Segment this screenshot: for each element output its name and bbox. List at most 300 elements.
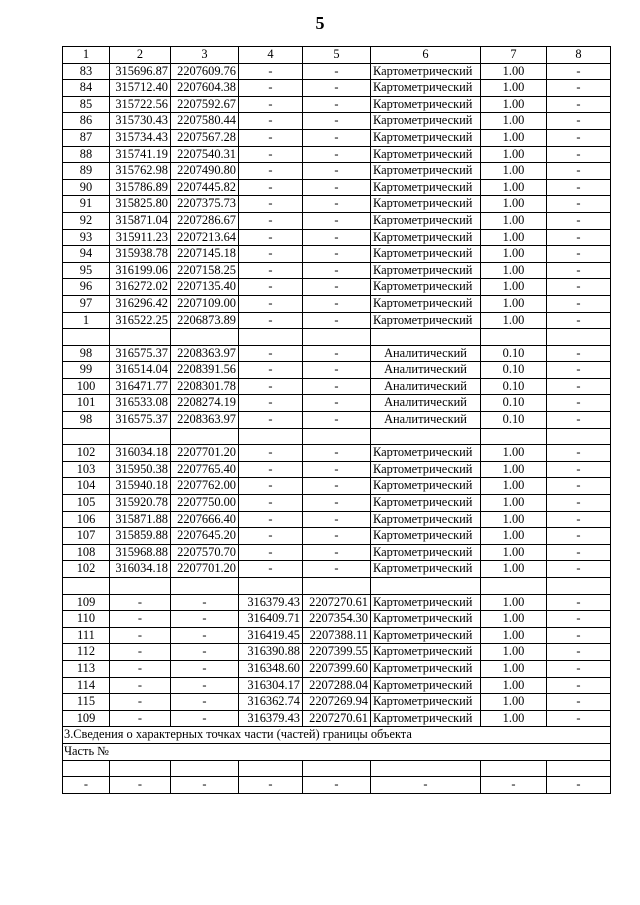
cell-accuracy: 1.00 [481, 594, 547, 611]
table-row [63, 63, 611, 80]
table-row [63, 378, 611, 395]
cell-x-coord-old: 316296.42 [110, 295, 171, 312]
cell-y-coord-new: 2207354.30 [303, 611, 371, 628]
cell-x-coord-old: 316575.37 [110, 412, 171, 429]
cell-point-number: 112 [63, 644, 110, 661]
cell-accuracy: 0.10 [481, 345, 547, 362]
cell-point-number: 114 [63, 677, 110, 694]
cell-empty [547, 428, 611, 445]
cell-x-coord-new: 316362.74 [239, 694, 303, 711]
cell-point-number: 108 [63, 544, 110, 561]
table-row [63, 146, 611, 163]
cell-y-coord-new: 2207269.94 [303, 694, 371, 711]
cell-y-coord-new: - [303, 395, 371, 412]
cell-note: - [547, 96, 611, 113]
cell-empty [303, 329, 371, 346]
cell-y-coord-old: 2207286.67 [171, 212, 239, 229]
cell-point-number: 90 [63, 179, 110, 196]
cell-x-coord-new: - [239, 528, 303, 545]
cell-point-number: 98 [63, 412, 110, 429]
cell-note: - [547, 544, 611, 561]
cell-accuracy: 1.00 [481, 461, 547, 478]
cell-method: 6 [371, 47, 481, 64]
cell-note: - [547, 113, 611, 130]
cell-x-coord-old: 315938.78 [110, 246, 171, 263]
cell-note: - [547, 627, 611, 644]
cell-x-coord-new: - [239, 163, 303, 180]
cell-note: - [547, 461, 611, 478]
table-row [63, 229, 611, 246]
cell-note: - [547, 528, 611, 545]
cell-y-coord-old: - [171, 694, 239, 711]
cell-x-coord-old: - [110, 594, 171, 611]
cell-point-number: 85 [63, 96, 110, 113]
cell-accuracy: 1.00 [481, 495, 547, 512]
cell-x-coord-old: - [110, 611, 171, 628]
table-row [63, 163, 611, 180]
cell-x-coord-new: - [239, 544, 303, 561]
cell-method: Картометрический [371, 478, 481, 495]
cell-method: Картометрический [371, 113, 481, 130]
table-row [63, 544, 611, 561]
cell-note: - [547, 80, 611, 97]
cell-note: - [547, 660, 611, 677]
cell-point-number: 102 [63, 561, 110, 578]
cell-y-coord-new: 2207399.60 [303, 660, 371, 677]
cell-note: - [547, 694, 611, 711]
cell-point-number: 97 [63, 295, 110, 312]
cell-y-coord-new: - [303, 179, 371, 196]
cell-empty [63, 428, 110, 445]
cell-note: - [547, 611, 611, 628]
cell-y-coord-new: - [303, 113, 371, 130]
cell-x-coord-new: - [239, 511, 303, 528]
cell-method: Картометрический [371, 694, 481, 711]
cell-x-coord-old: - [110, 777, 171, 794]
cell-x-coord-new: - [239, 212, 303, 229]
table-row [63, 80, 611, 97]
cell-x-coord-new: - [239, 495, 303, 512]
cell-accuracy: 1.00 [481, 528, 547, 545]
cell-y-coord-new: - [303, 378, 371, 395]
table-row [63, 478, 611, 495]
cell-y-coord-new: - [303, 777, 371, 794]
cell-y-coord-new: - [303, 163, 371, 180]
spacer-row [63, 329, 611, 346]
cell-y-coord-new: - [303, 246, 371, 263]
table-row [63, 96, 611, 113]
cell-y-coord-old: 2208363.97 [171, 412, 239, 429]
cell-x-coord-old: 316514.04 [110, 362, 171, 379]
cell-x-coord-new: - [239, 478, 303, 495]
table-row [63, 511, 611, 528]
cell-y-coord-new: - [303, 212, 371, 229]
cell-x-coord-new: - [239, 295, 303, 312]
page-number: 5 [315, 13, 325, 33]
cell-y-coord-old: - [171, 611, 239, 628]
cell-y-coord-new: - [303, 544, 371, 561]
cell-x-coord-old: 315968.88 [110, 544, 171, 561]
cell-method: Картометрический [371, 146, 481, 163]
cell-accuracy: 1.00 [481, 63, 547, 80]
cell-accuracy: 1.00 [481, 644, 547, 661]
cell-point-number: 100 [63, 378, 110, 395]
cell-x-coord-old: - [110, 710, 171, 727]
cell-accuracy: 1.00 [481, 478, 547, 495]
cell-point-number: 109 [63, 710, 110, 727]
cell-y-coord-new: - [303, 96, 371, 113]
cell-method: Картометрический [371, 445, 481, 462]
cell-x-coord-old: 316199.06 [110, 262, 171, 279]
cell-x-coord-old: - [110, 644, 171, 661]
cell-y-coord-new: - [303, 495, 371, 512]
cell-y-coord-new: - [303, 478, 371, 495]
header-row [63, 47, 611, 64]
cell-point-number: 88 [63, 146, 110, 163]
cell-accuracy: 1.00 [481, 179, 547, 196]
cell-y-coord-new: - [303, 63, 371, 80]
cell-point-number: 98 [63, 345, 110, 362]
cell-y-coord-new: - [303, 129, 371, 146]
cell-note: - [547, 677, 611, 694]
cell-accuracy: 0.10 [481, 412, 547, 429]
cell-x-coord-new: - [239, 312, 303, 329]
cell-accuracy: 1.00 [481, 80, 547, 97]
cell-x-coord-new: - [239, 129, 303, 146]
cell-y-coord-old: - [171, 677, 239, 694]
cell-empty [63, 760, 110, 777]
cell-accuracy: 0.10 [481, 395, 547, 412]
cell-note: - [547, 511, 611, 528]
cell-empty [481, 329, 547, 346]
cell-method: Картометрический [371, 544, 481, 561]
table-row [63, 196, 611, 213]
cell-method: Картометрический [371, 710, 481, 727]
table-row [63, 395, 611, 412]
cell-empty [63, 578, 110, 595]
cell-y-coord-new: - [303, 461, 371, 478]
cell-y-coord-old: 2207213.64 [171, 229, 239, 246]
cell-x-coord-new: 316390.88 [239, 644, 303, 661]
cell-empty [63, 329, 110, 346]
cell-x-coord-new: 316379.43 [239, 594, 303, 611]
cell-y-coord-old: 2207570.70 [171, 544, 239, 561]
cell-note: - [547, 594, 611, 611]
cell-accuracy: 7 [481, 47, 547, 64]
cell-method: Картометрический [371, 594, 481, 611]
cell-accuracy: 0.10 [481, 378, 547, 395]
cell-x-coord-new: - [239, 345, 303, 362]
cell-x-coord-old: 315786.89 [110, 179, 171, 196]
cell-y-coord-old: 2208274.19 [171, 395, 239, 412]
cell-x-coord-old: 315712.40 [110, 80, 171, 97]
cell-accuracy: 1.00 [481, 229, 547, 246]
spacer-row [63, 760, 611, 777]
cell-point-number: 110 [63, 611, 110, 628]
cell-accuracy: 1.00 [481, 246, 547, 263]
cell-method: Картометрический [371, 677, 481, 694]
coordinates-table [62, 46, 611, 794]
cell-x-coord-old: 315696.87 [110, 63, 171, 80]
cell-empty [239, 760, 303, 777]
cell-x-coord-old: 315950.38 [110, 461, 171, 478]
cell-empty [303, 578, 371, 595]
cell-note: - [547, 362, 611, 379]
cell-method: Картометрический [371, 461, 481, 478]
cell-empty [481, 428, 547, 445]
cell-x-coord-old: 316034.18 [110, 561, 171, 578]
table-row [63, 412, 611, 429]
cell-note: - [547, 295, 611, 312]
cell-empty [371, 329, 481, 346]
cell-x-coord-old: 315825.80 [110, 196, 171, 213]
cell-point-number: 99 [63, 362, 110, 379]
cell-note: - [547, 146, 611, 163]
spacer-row [63, 578, 611, 595]
cell-method: Картометрический [371, 495, 481, 512]
cell-x-coord-new: 316348.60 [239, 660, 303, 677]
cell-y-coord-new: - [303, 295, 371, 312]
cell-point-number: 84 [63, 80, 110, 97]
cell-method: Картометрический [371, 129, 481, 146]
cell-x-coord-old: - [110, 694, 171, 711]
cell-empty [547, 760, 611, 777]
cell-point-number: 103 [63, 461, 110, 478]
cell-x-coord-old: - [110, 677, 171, 694]
cell-accuracy: 1.00 [481, 660, 547, 677]
cell-empty [547, 578, 611, 595]
cell-accuracy: 1.00 [481, 312, 547, 329]
table-row [63, 362, 611, 379]
section-title-row [63, 727, 611, 744]
cell-accuracy: 1.00 [481, 146, 547, 163]
cell-y-coord-new: - [303, 561, 371, 578]
cell-x-coord-new: - [239, 461, 303, 478]
cell-y-coord-new: - [303, 511, 371, 528]
cell-empty [303, 428, 371, 445]
cell-accuracy: 1.00 [481, 212, 547, 229]
part-label-row-text: Часть № [63, 743, 611, 760]
table-row [63, 710, 611, 727]
cell-accuracy: 1.00 [481, 611, 547, 628]
cell-y-coord-old: 2207145.18 [171, 246, 239, 263]
cell-y-coord-new: - [303, 362, 371, 379]
cell-x-coord-old: 316575.37 [110, 345, 171, 362]
table-row [63, 777, 611, 794]
cell-y-coord-old: 2208363.97 [171, 345, 239, 362]
cell-note: - [547, 710, 611, 727]
cell-point-number: 87 [63, 129, 110, 146]
cell-y-coord-old: - [171, 594, 239, 611]
cell-method: Аналитический [371, 345, 481, 362]
cell-y-coord-new: - [303, 528, 371, 545]
cell-method: - [371, 777, 481, 794]
cell-method: Картометрический [371, 644, 481, 661]
section-title-row-text: 3.Сведения о характерных точках части (частей) границы объекта [63, 727, 611, 744]
cell-empty [239, 329, 303, 346]
cell-empty [110, 578, 171, 595]
cell-y-coord-old: 2207701.20 [171, 561, 239, 578]
cell-empty [481, 578, 547, 595]
cell-x-coord-new: - [239, 113, 303, 130]
cell-note: - [547, 395, 611, 412]
cell-y-coord-old: 2207109.00 [171, 295, 239, 312]
cell-x-coord-new: - [239, 146, 303, 163]
cell-point-number: 95 [63, 262, 110, 279]
cell-y-coord-old: 2207158.25 [171, 262, 239, 279]
cell-accuracy: 1.00 [481, 129, 547, 146]
cell-y-coord-new: - [303, 312, 371, 329]
cell-y-coord-old: 2206873.89 [171, 312, 239, 329]
cell-y-coord-old: 2207580.44 [171, 113, 239, 130]
table-row [63, 594, 611, 611]
cell-empty [171, 760, 239, 777]
cell-y-coord-old: 3 [171, 47, 239, 64]
cell-method: Картометрический [371, 246, 481, 263]
cell-point-number: 86 [63, 113, 110, 130]
spacer-row [63, 428, 611, 445]
cell-note: - [547, 196, 611, 213]
cell-note: 8 [547, 47, 611, 64]
cell-x-coord-new: - [239, 412, 303, 429]
cell-y-coord-new: - [303, 196, 371, 213]
cell-y-coord-old: - [171, 777, 239, 794]
cell-method: Аналитический [371, 378, 481, 395]
cell-y-coord-old: 2207540.31 [171, 146, 239, 163]
cell-empty [171, 578, 239, 595]
cell-x-coord-old: 315911.23 [110, 229, 171, 246]
cell-empty [547, 329, 611, 346]
cell-x-coord-new: - [239, 229, 303, 246]
cell-empty [371, 428, 481, 445]
table-row [63, 262, 611, 279]
cell-method: Картометрический [371, 262, 481, 279]
cell-method: Картометрический [371, 295, 481, 312]
cell-x-coord-new: 316379.43 [239, 710, 303, 727]
cell-note: - [547, 163, 611, 180]
cell-point-number: 91 [63, 196, 110, 213]
cell-y-coord-new: - [303, 146, 371, 163]
table-row [63, 627, 611, 644]
cell-y-coord-old: 2208391.56 [171, 362, 239, 379]
cell-accuracy: 1.00 [481, 163, 547, 180]
cell-point-number: 94 [63, 246, 110, 263]
table-row [63, 495, 611, 512]
cell-method: Картометрический [371, 96, 481, 113]
cell-method: Картометрический [371, 660, 481, 677]
cell-y-coord-new: 2207388.11 [303, 627, 371, 644]
cell-x-coord-old: 316522.25 [110, 312, 171, 329]
cell-accuracy: 1.00 [481, 627, 547, 644]
table-row [63, 644, 611, 661]
cell-note: - [547, 63, 611, 80]
cell-empty [110, 428, 171, 445]
table-row [63, 561, 611, 578]
cell-empty [239, 578, 303, 595]
cell-y-coord-old: 2207701.20 [171, 445, 239, 462]
cell-method: Картометрический [371, 279, 481, 296]
table-row [63, 677, 611, 694]
cell-note: - [547, 129, 611, 146]
cell-note: - [547, 478, 611, 495]
cell-y-coord-new: - [303, 279, 371, 296]
cell-accuracy: 0.10 [481, 362, 547, 379]
cell-y-coord-old: - [171, 627, 239, 644]
table-row [63, 461, 611, 478]
cell-point-number: 106 [63, 511, 110, 528]
cell-method: Картометрический [371, 611, 481, 628]
cell-note: - [547, 212, 611, 229]
cell-empty [303, 760, 371, 777]
cell-x-coord-new: - [239, 80, 303, 97]
cell-note: - [547, 312, 611, 329]
cell-x-coord-old: 315871.88 [110, 511, 171, 528]
cell-y-coord-old: 2207666.40 [171, 511, 239, 528]
table-row [63, 113, 611, 130]
cell-point-number: - [63, 777, 110, 794]
cell-x-coord-old: 2 [110, 47, 171, 64]
cell-point-number: 115 [63, 694, 110, 711]
cell-y-coord-new: - [303, 345, 371, 362]
cell-empty [239, 428, 303, 445]
cell-x-coord-new: - [239, 196, 303, 213]
cell-empty [371, 578, 481, 595]
cell-y-coord-new: 2207399.55 [303, 644, 371, 661]
cell-note: - [547, 777, 611, 794]
cell-accuracy: 1.00 [481, 511, 547, 528]
cell-point-number: 89 [63, 163, 110, 180]
cell-y-coord-new: - [303, 445, 371, 462]
cell-accuracy: 1.00 [481, 710, 547, 727]
cell-x-coord-old: 316034.18 [110, 445, 171, 462]
cell-x-coord-new: 4 [239, 47, 303, 64]
cell-y-coord-new: - [303, 412, 371, 429]
cell-accuracy: 1.00 [481, 694, 547, 711]
cell-y-coord-old: 2207567.28 [171, 129, 239, 146]
cell-x-coord-new: - [239, 395, 303, 412]
cell-point-number: 109 [63, 594, 110, 611]
cell-accuracy: 1.00 [481, 96, 547, 113]
cell-method: Картометрический [371, 511, 481, 528]
cell-x-coord-new: - [239, 777, 303, 794]
cell-accuracy: 1.00 [481, 544, 547, 561]
cell-point-number: 105 [63, 495, 110, 512]
table-row [63, 212, 611, 229]
cell-y-coord-old: 2207375.73 [171, 196, 239, 213]
cell-x-coord-new: - [239, 179, 303, 196]
cell-x-coord-old: - [110, 660, 171, 677]
cell-empty [171, 329, 239, 346]
table-row [63, 279, 611, 296]
cell-point-number: 111 [63, 627, 110, 644]
cell-y-coord-new: - [303, 262, 371, 279]
cell-x-coord-old: 315940.18 [110, 478, 171, 495]
cell-method: Картометрический [371, 179, 481, 196]
cell-y-coord-new: 5 [303, 47, 371, 64]
cell-point-number: 101 [63, 395, 110, 412]
table-row [63, 660, 611, 677]
cell-y-coord-old: 2207609.76 [171, 63, 239, 80]
cell-x-coord-new: - [239, 445, 303, 462]
cell-y-coord-new: - [303, 80, 371, 97]
cell-x-coord-old: 315734.43 [110, 129, 171, 146]
cell-note: - [547, 644, 611, 661]
cell-method: Картометрический [371, 163, 481, 180]
cell-note: - [547, 279, 611, 296]
cell-x-coord-new: - [239, 262, 303, 279]
cell-y-coord-new: 2207270.61 [303, 710, 371, 727]
cell-y-coord-old: 2207750.00 [171, 495, 239, 512]
